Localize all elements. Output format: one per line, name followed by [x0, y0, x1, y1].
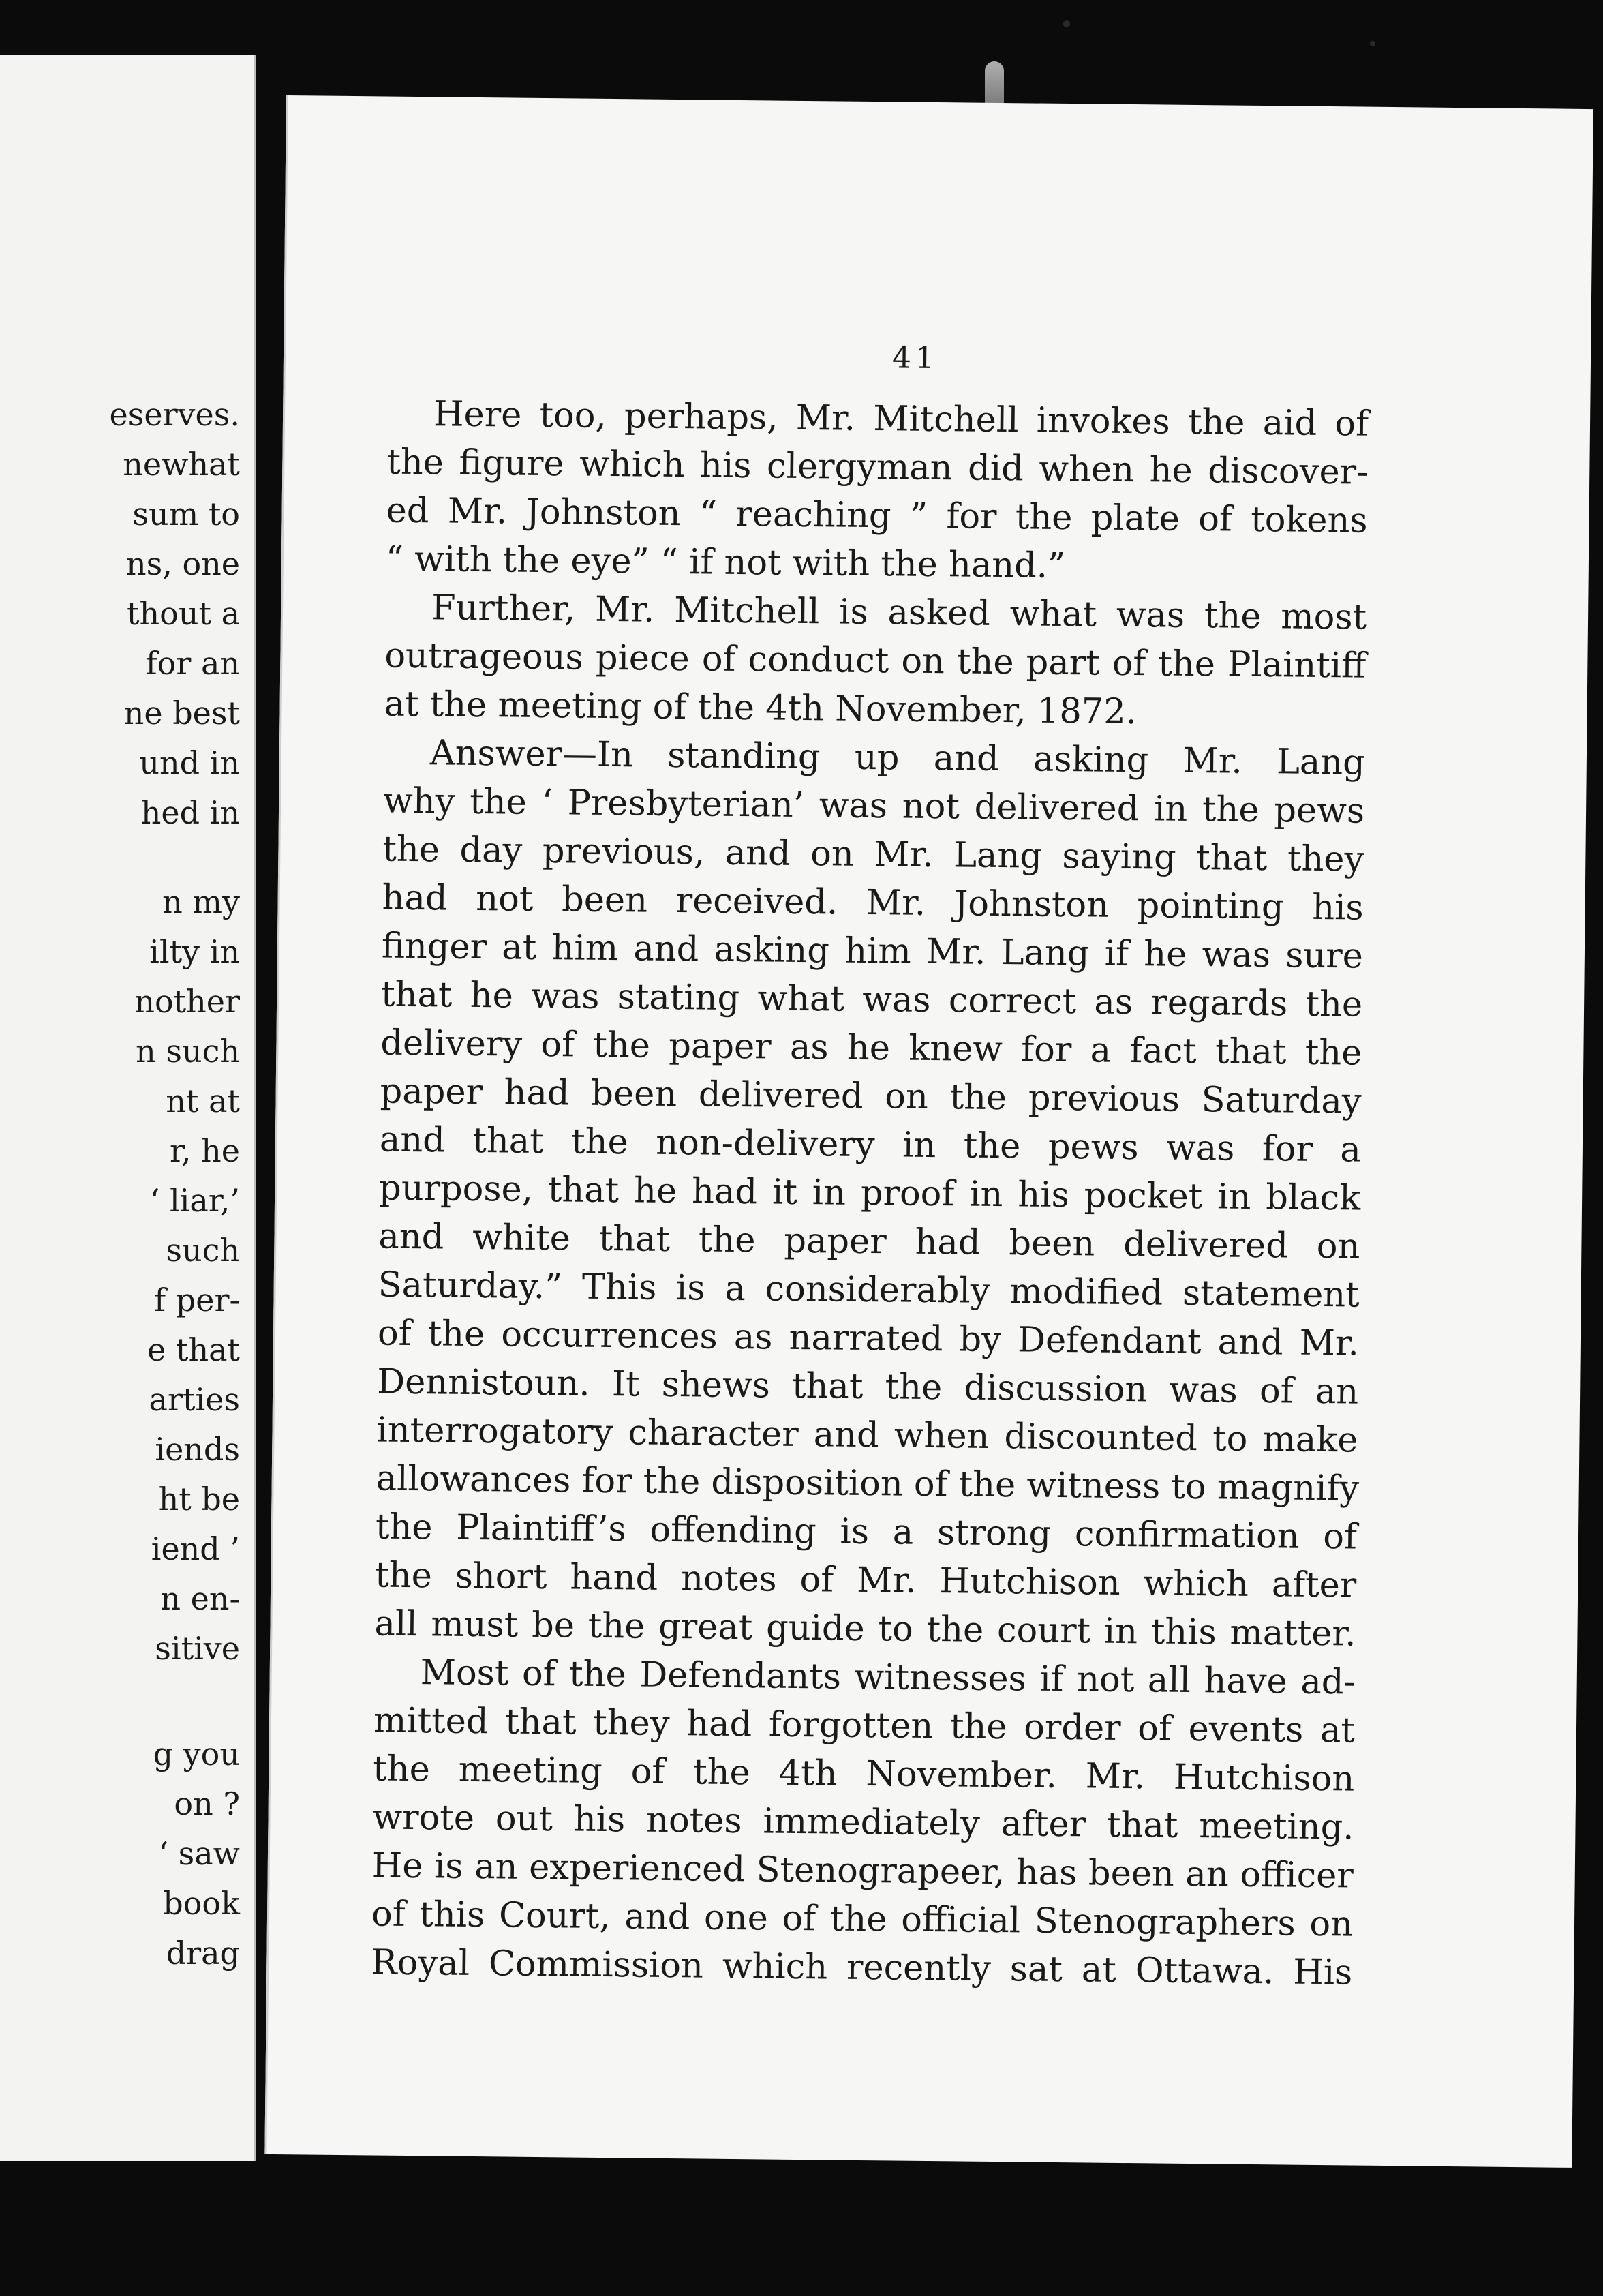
- text-line: purpose, that he had it in proof in his pocket in black: [378, 1168, 1361, 1219]
- left-page-line: n such: [136, 1033, 240, 1070]
- left-page-line: ht be: [158, 1481, 240, 1517]
- text-line: the meeting of the 4th November. Mr. Hutchison: [372, 1749, 1355, 1800]
- text-line: and white that the paper had been delivered on: [378, 1216, 1360, 1267]
- left-page-line: arties: [149, 1381, 240, 1418]
- left-page-line: f per-: [154, 1282, 240, 1318]
- text-line: of the occurrences as narrated by Defendant and Mr.: [377, 1313, 1360, 1364]
- left-page-line: ne best: [123, 695, 240, 731]
- text-line: paper had been delivered on the previous Saturday: [380, 1071, 1362, 1122]
- text-line: the day previous, and on Mr. Lang saying that they: [382, 829, 1364, 880]
- left-page-line: iends: [155, 1431, 240, 1468]
- left-page-line: on ?: [174, 1785, 240, 1822]
- text-line: that he was stating what was correct as regards the: [380, 974, 1363, 1025]
- left-page-line: r, he: [169, 1132, 240, 1169]
- left-page-line: g you: [153, 1736, 240, 1772]
- left-page-line: hed in: [140, 794, 240, 831]
- text-line: the figure which his clergyman did when he discover-: [386, 442, 1369, 493]
- text-line: delivery of the paper as he knew for a fact that the: [380, 1023, 1362, 1074]
- left-page-line: iend ’: [151, 1530, 240, 1567]
- text-line: and that the non-delivery in the pews was for a: [379, 1119, 1362, 1170]
- left-page-line: book: [163, 1885, 240, 1922]
- left-page-line: drag: [166, 1935, 240, 1972]
- text-line: “ with the eye” “ if not with the hand.”: [385, 539, 1066, 587]
- text-line: Dennistoun. It shews that the discussion was of an: [376, 1361, 1359, 1413]
- left-page-line: sitive: [155, 1630, 240, 1667]
- left-page-line: und in: [139, 744, 240, 781]
- text-line: ed Mr. Johnston “ reaching ” for the plate of tokens: [386, 490, 1368, 541]
- left-page-line: n my: [162, 883, 240, 920]
- text-line: the Plaintiff’s offending is a strong confirmation of: [375, 1507, 1358, 1558]
- body-text: [371, 390, 1369, 1997]
- left-page-line: ‘ liar,’: [149, 1182, 240, 1219]
- left-page-line: e that: [147, 1331, 240, 1368]
- text-line: Most of the Defendants witnesses if not all have ad-: [420, 1652, 1356, 1703]
- left-page-line: sum to: [132, 496, 240, 532]
- left-page-line: for an: [145, 645, 240, 682]
- text-line: had not been received. Mr. Johnston pointing his: [382, 877, 1364, 928]
- left-page-line: thout a: [127, 595, 240, 632]
- text-line: Here too, perhaps, Mr. Mitchell invokes the aid of: [433, 394, 1369, 444]
- text-line: Royal Commission which recently sat at Ottawa. His: [371, 1942, 1353, 1993]
- text-line: Further, Mr. Mitchell is asked what was the most: [431, 588, 1367, 638]
- text-line: wrote out his notes immediately after that meeting.: [372, 1797, 1354, 1848]
- text-line: outrageous piece of conduct on the part of the Plaintiff: [384, 635, 1367, 686]
- left-page-line: nt at: [166, 1083, 240, 1119]
- right-page: [264, 95, 1593, 2168]
- left-page-line: ns, one: [125, 545, 240, 582]
- text-line: allowances for the disposition of the witness to magnify: [376, 1458, 1360, 1509]
- left-page-line: nother: [134, 983, 240, 1020]
- text-line: of this Court, and one of the official Stenographers on: [371, 1894, 1354, 1945]
- left-page-line: ilty in: [149, 933, 240, 970]
- text-line: interrogatory character and when discounted to make: [376, 1410, 1358, 1461]
- text-line: all must be the great guide to the court in this matter.: [374, 1603, 1356, 1655]
- text-line: Saturday.” This is a considerably modified statement: [378, 1265, 1360, 1316]
- left-page-line: n en-: [160, 1580, 240, 1617]
- text-line: mitted that they had forgotten the order of events at: [373, 1700, 1356, 1751]
- left-page-line: ‘ saw: [158, 1835, 240, 1872]
- page-number: 41: [891, 340, 939, 376]
- left-page: [0, 55, 256, 2161]
- left-page-line: such: [166, 1232, 240, 1269]
- left-page-line: eserves.: [109, 396, 240, 433]
- dust-speck: [1063, 20, 1070, 27]
- left-page-line: newhat: [123, 446, 240, 483]
- text-line: He is an experienced Stenograpeer, has been an officer: [371, 1845, 1354, 1897]
- text-line: why the ‘ Presbyterian’ was not delivered in the pews: [382, 781, 1365, 832]
- text-line: finger at him and asking him Mr. Lang if he was sure: [381, 926, 1364, 977]
- dust-speck: [1370, 41, 1375, 46]
- text-line: the short hand notes of Mr. Hutchison which after: [374, 1555, 1357, 1606]
- text-line: Answer—In standing up and asking Mr. Lang: [429, 733, 1366, 783]
- text-line: at the meeting of the 4th November, 1872.: [384, 684, 1138, 733]
